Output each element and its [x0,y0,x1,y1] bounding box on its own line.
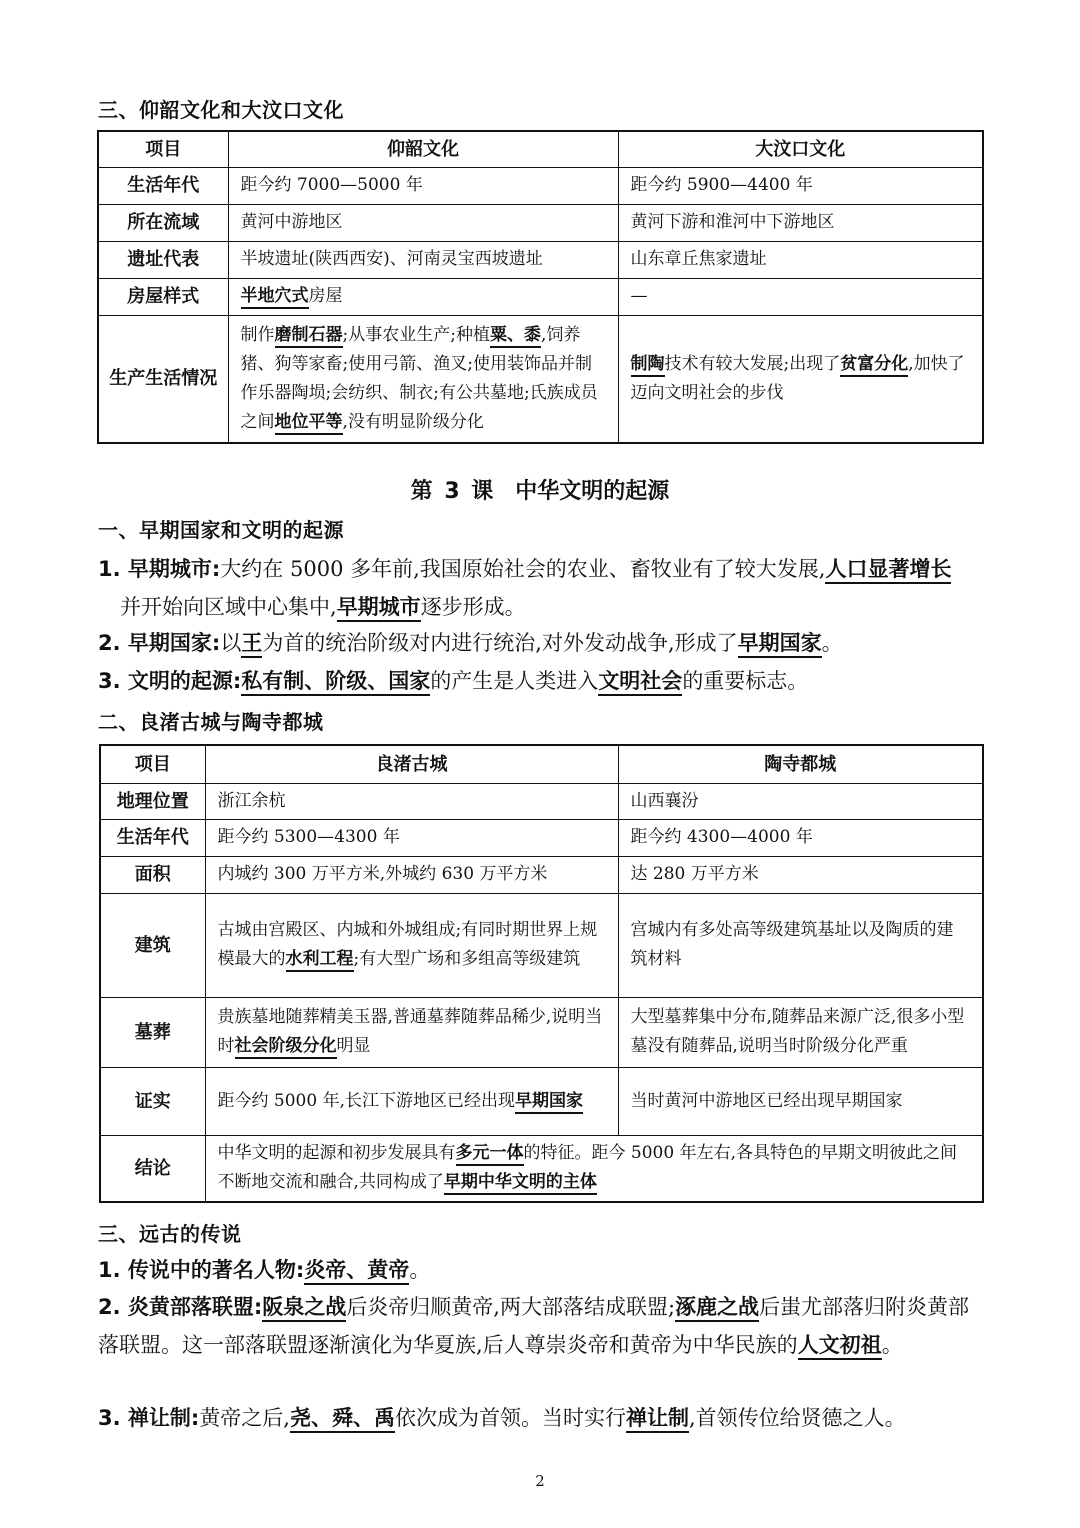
cell-text: 技术有较大发展;出现了 [664,353,841,374]
paragraph-text: 后蚩尤部落归附炎黄部落联盟。这一部落联盟逐渐演化为华夏族,后人尊崇炎帝和黄帝为中华民族的 [98,1295,970,1357]
cell: 黄河中游地区 [228,204,618,241]
table-row [98,241,983,278]
lesson-title: 第 3 课 中华文明的起源 [410,479,670,504]
cell-text: ,饲养猪、狗等家畜;使用弓箭、渔叉;使用装饰品并制作乐器陶埙;会纺织、制衣;有公共墓地;氏族成员之间 [240,324,598,432]
key-term: 半地穴式 [241,286,309,309]
cell-text: 距今约 5000 年,长江下游地区已经出现 [217,1090,515,1111]
key-term: 社会阶级分化 [235,1036,337,1059]
cell-text: ,没有明显阶级分化 [342,411,484,432]
paragraph-lead: 3. 禅让制: [98,1406,200,1430]
table-row [100,856,983,893]
cell: 山西襄汾 [618,783,983,819]
header-item: 项目 [98,131,228,167]
section-heading-legends: 三、远古的传说 [98,1222,242,1246]
table-row [100,997,983,1067]
paragraph-text: 为首的统治阶级对内进行统治,对外发动战争,形成了 [262,631,738,655]
paragraph-text: 。 [409,1258,431,1282]
row-label: 所在流域 [98,204,228,241]
cell: — [618,278,983,315]
key-term: 早期国家 [515,1091,583,1114]
cell [228,315,618,443]
key-term: 文明社会 [598,669,682,696]
paragraph-lead: 1. 传说中的著名人物: [98,1258,305,1282]
key-term: 涿鹿之战 [675,1295,759,1322]
header-yangshao: 仰韶文化 [228,131,618,167]
key-term: 早期国家 [738,631,822,658]
paragraph-text: 。 [881,1333,903,1357]
key-term: 私有制、阶级、国家 [241,669,430,696]
cell: 大型墓葬集中分布,随葬品来源广泛,很多小型墓没有随葬品,说明当时阶级分化严重 [618,997,983,1067]
cell: 距今约 5300—4300 年 [205,819,618,856]
key-term: 炎帝、黄帝 [304,1258,409,1285]
key-term: 早期中华文明的主体 [444,1172,597,1195]
paragraph-text: 逐步形成。 [420,595,526,619]
table-row [100,783,983,819]
cell-text: ;从事农业生产;种植 [342,324,490,345]
cell: 距今约 5900—4400 年 [618,167,983,204]
key-term: 贫富分化 [840,354,908,377]
table-header-row [100,745,983,783]
cell [205,1067,618,1135]
section-heading-yangshao-dawenkou: 三、仰韶文化和大汶口文化 [98,98,344,122]
cell-text: 的特征。距今 5000 年左右,各具特色的早期文明彼此之间不断地交流和融合,共同构成了 [217,1143,957,1193]
paragraph-lead: 3. 文明的起源: [98,669,242,693]
paragraph-text: ,首领传位给贤德之人。 [689,1406,906,1430]
row-label: 生活年代 [100,819,205,856]
section-heading-liangzhu-taosi: 二、良渚古城与陶寺都城 [98,710,324,734]
cell-text: 古城由宫殿区、内城和外城组成;有同时期世界上规模最大的 [217,920,598,969]
paragraph-yanhuang-alliance [98,1288,988,1364]
header-item: 项目 [100,745,205,783]
cell [618,315,983,443]
key-term: 早期城市 [337,595,421,622]
key-term: 禅让制 [626,1406,689,1433]
page-number: 2 [535,1472,545,1490]
site-comparison-table [99,744,984,1203]
table-row [100,1135,983,1202]
header-liangzhu: 良渚古城 [205,745,618,783]
cell: 浙江余杭 [205,783,618,819]
paragraph-text: 的重要标志。 [682,669,809,693]
table-row [100,893,983,997]
table-header-row [98,131,983,167]
cell [205,893,618,997]
cell: 当时黄河中游地区已经出现早期国家 [618,1067,983,1135]
cell: 黄河下游和淮河中下游地区 [618,204,983,241]
paragraph-civilization-origin [98,662,988,700]
paragraph-abdication-system [98,1399,988,1437]
key-term: 人口显著增长 [825,557,951,584]
paragraph-text: 黄帝之后, [199,1406,290,1430]
paragraph-famous-figures [98,1251,988,1289]
cell-text: ;有大型广场和多组高等级建筑 [353,949,581,969]
row-label: 遗址代表 [98,241,228,278]
paragraph-text: 并开始向区域中心集中, [120,595,337,619]
key-term: 人文初祖 [798,1333,882,1360]
paragraph-text: 以 [220,631,242,655]
key-term: 磨制石器 [275,325,343,348]
row-label: 墓葬 [100,997,205,1067]
table-row [100,819,983,856]
table-row [100,1067,983,1135]
cell-text: 中华文明的起源和初步发展具有 [217,1143,456,1164]
row-label: 证实 [100,1067,205,1135]
key-term: 水利工程 [286,949,354,972]
key-term: 多元一体 [456,1143,524,1166]
table-row [98,167,983,204]
paragraph-text: 后炎帝归顺黄帝,两大部落结成联盟; [346,1295,676,1319]
table-row [98,204,983,241]
cell-text: 制作 [240,324,275,345]
culture-comparison-table [97,130,984,444]
row-label: 面积 [100,856,205,893]
row-label: 结论 [100,1135,205,1202]
paragraph-lead: 1. 早期城市: [98,557,221,581]
cell: 山东章丘焦家遗址 [618,241,983,278]
paragraph-text: 。 [821,631,843,655]
cell-text: 明显 [336,1036,371,1056]
paragraph-text: 依次成为首领。当时实行 [395,1406,626,1430]
table-row [98,315,983,443]
cell: 半坡遗址(陕西西安)、河南灵宝西坡遗址 [228,241,618,278]
cell: 达 280 万平方米 [618,856,983,893]
cell-text: 贵族墓地随葬精美玉器,普通墓葬随葬品稀少,说明当时 [217,1007,603,1056]
paragraph-early-city [98,550,988,626]
row-label: 生活年代 [98,167,228,204]
section-heading-early-state: 一、早期国家和文明的起源 [98,518,344,542]
table-row [98,278,983,315]
key-term: 地位平等 [275,412,343,435]
cell: 内城约 300 万平方米,外城约 630 万平方米 [205,856,618,893]
header-dawenkou: 大汶口文化 [618,131,983,167]
row-label: 生产生活情况 [98,315,228,443]
cell: 距今约 7000—5000 年 [228,167,618,204]
key-term: 制陶 [631,354,665,377]
cell-text: 房屋 [308,286,343,306]
header-taosi: 陶寺都城 [618,745,983,783]
key-term: 王 [241,631,262,658]
row-label: 建筑 [100,893,205,997]
row-label: 地理位置 [100,783,205,819]
key-term: 阪泉之战 [262,1295,346,1322]
cell [205,997,618,1067]
paragraph-lead: 2. 早期国家: [98,631,221,655]
cell: 宫城内有多处高等级建筑基址以及陶质的建筑材料 [618,893,983,997]
paragraph-text: 大约在 5000 多年前,我国原始社会的农业、畜牧业有了较大发展, [220,557,826,581]
conclusion-cell [205,1135,983,1202]
cell-text: ,加快了迈向文明社会的步伐 [630,353,965,403]
paragraph-lead: 2. 炎黄部落联盟: [98,1295,263,1319]
key-term: 尧、舜、禹 [290,1406,395,1433]
key-term: 粟、黍 [490,325,541,348]
paragraph-text: 的产生是人类进入 [430,669,599,693]
paragraph-early-state [98,624,988,662]
row-label: 房屋样式 [98,278,228,315]
cell [228,278,618,315]
cell: 距今约 4300—4000 年 [618,819,983,856]
